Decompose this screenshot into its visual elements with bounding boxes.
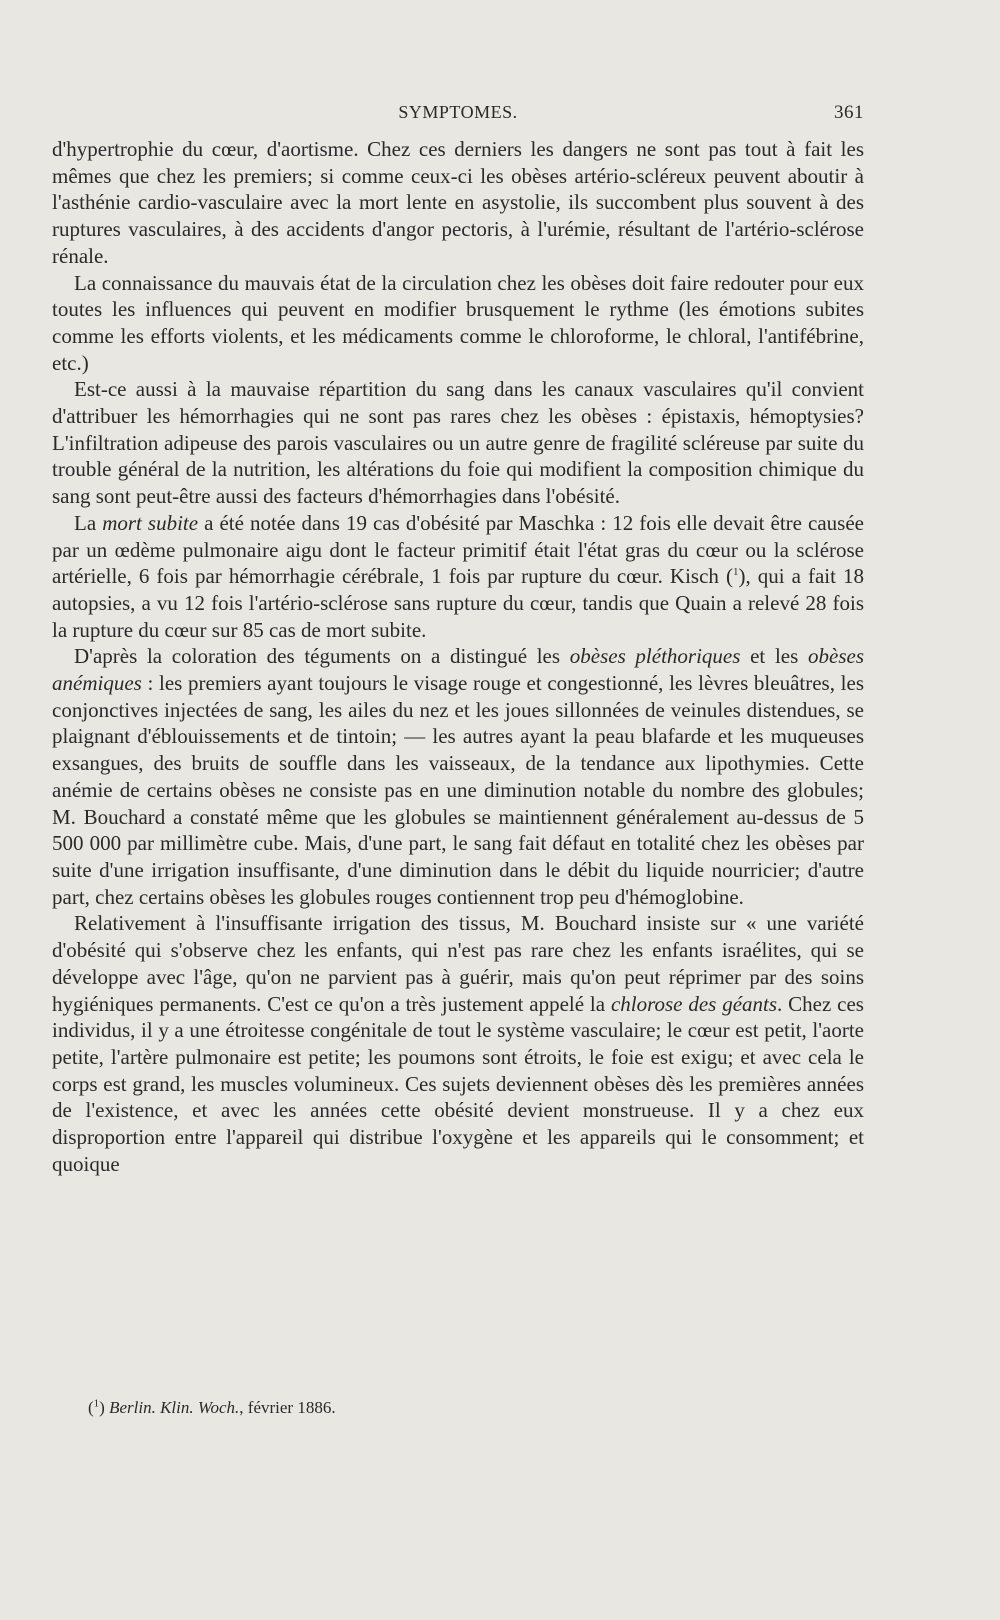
text-run: D'après la coloration des téguments on a distingué les bbox=[74, 644, 570, 669]
footnote-date: , février 1886. bbox=[239, 1398, 336, 1417]
text-run: et les bbox=[740, 644, 808, 669]
text-run: . Chez ces individus, il y a une étroitesse congénitale de tout le système vasculaire; le cœur est petit, l'aorte petite, l'artère pulmonaire est petite; les poumons sont étroits, le foie est exigu; et avec cela le corps est grand, les muscles volumineux. Ces sujets deviennent obèses dès les premières années de l'existence, et avec les années cette obésité devient monstrueuse. Il y a chez eux disproportion entre l'appareil qui distribue l'oxygène et les appareils qui le consomment; et quoique bbox=[52, 991, 864, 1176]
text-run: ), qui a fait 18 autopsies, a vu 12 fois l'artério-sclérose sans rupture du cœur, tandis que Quain a relevé 28 fois la rupture du cœur sur 85 cas de mort subite. bbox=[52, 564, 864, 642]
italic-text: mort subite bbox=[102, 510, 199, 535]
italic-text: obèses anémiques bbox=[52, 644, 864, 696]
text-run: : les premiers ayant toujours le visage rouge et congestionné, les lèvres bleuâtres, les conjonctives injectées de sang, les ailes du nez et les joues sillonnées de veinules distendues, se plaignant d'éblouissements et de tintoin; — les autres ayant la peau blafarde et les muqueuses exsangues, des bruits de souffle dans les vaisseaux, de la tendance aux lipothymies. Cette anémie de certains obèses ne consiste pas en une diminution notable du nombre des globules; M. Bouchard a constaté même que les globules se maintiennent généralement au-dessus de 5 500 000 par millimètre cube. Mais, d'une part, le sang fait défaut en totalité chez les obèses par suite d'une irrigation insuffisante, d'une diminution dans le débit du liquide nourricier; d'autre part, chez certains obèses les globules rouges contiennent trop peu d'hémoglobine. bbox=[52, 671, 864, 909]
text-run: a été notée dans 19 cas d'obésité par Maschka : 12 fois elle devait être causée par un œdème pulmonaire aigu dont le facteur primitif était l'état gras du cœur ou la sclérose artérielle, 6 fois par hémorrhagie cérébrale, 1 fois par rupture du cœur. Kisch ( bbox=[52, 510, 864, 589]
footnote-marker: 1 bbox=[93, 1397, 100, 1410]
text-run: Relativement à l'insuffisante irrigation des tissus, M. Bouchard insiste sur « une variété d'obésité qui s'observe chez les enfants, qui n'est pas rare chez les enfants israélites, qui se développe avec l'âge, qu'on ne parvient pas à guérir, mais qu'on peut réprimer par des soins hygiéniques permanents. C'est ce qu'on a très justement appelé la bbox=[52, 911, 864, 1016]
page-number: 361 bbox=[834, 102, 864, 123]
paragraph bbox=[52, 643, 864, 910]
paragraph: d'hypertrophie du cœur, d'aortisme. Chez ces derniers les dangers ne sont pas tout à fait les mêmes que chez les premiers; si comme ceux-ci les obèses artério-scléreux peuvent aboutir à l'asthénie cardio-vasculaire avec la mort lente en asystolie, ils succombent plus souvent à des ruptures vasculaires, à des accidents d'angor pectoris, à l'urémie, résultant de l'artério-sclérose rénale. bbox=[52, 137, 864, 268]
page-header bbox=[52, 102, 864, 126]
paragraph: La connaissance du mauvais état de la circulation chez les obèses doit faire redouter pour eux toutes les influences qui peuvent en modifier brusquement le rythme (les émotions subites comme les efforts violents, et les médicaments comme le chloroforme, le chloral, l'antifébrine, etc.) bbox=[52, 270, 864, 375]
italic-text: chlorose des géants bbox=[610, 991, 778, 1016]
running-title: SYMPTOMES. bbox=[398, 102, 518, 122]
text-run: La bbox=[74, 510, 103, 535]
footnote-reference: 1 bbox=[732, 566, 739, 579]
italic-text: obèses pléthoriques bbox=[569, 644, 741, 669]
paragraph: Est-ce aussi à la mauvaise répartition du sang dans les canaux vasculaires qu'il convient d'attribuer les hémorrhagies qui ne sont pas rares chez les obèses : épistaxis, hémoptysies? L'infiltration adipeuse des parois vasculaires ou un autre genre de fragilité scléreuse par suite du trouble général de la nutrition, les altérations du foie qui modifient la composition chimique du sang sont peut-être aussi des facteurs d'hémorrhagies dans l'obésité. bbox=[52, 377, 864, 509]
footnote-source: Berlin. Klin. Woch. bbox=[109, 1398, 240, 1417]
body-text bbox=[52, 136, 864, 1177]
footnote: ($^1$) Berlin. Klin. Woch., février 1886. bbox=[88, 1397, 336, 1417]
paragraph bbox=[52, 910, 864, 1177]
paragraph bbox=[52, 510, 864, 644]
